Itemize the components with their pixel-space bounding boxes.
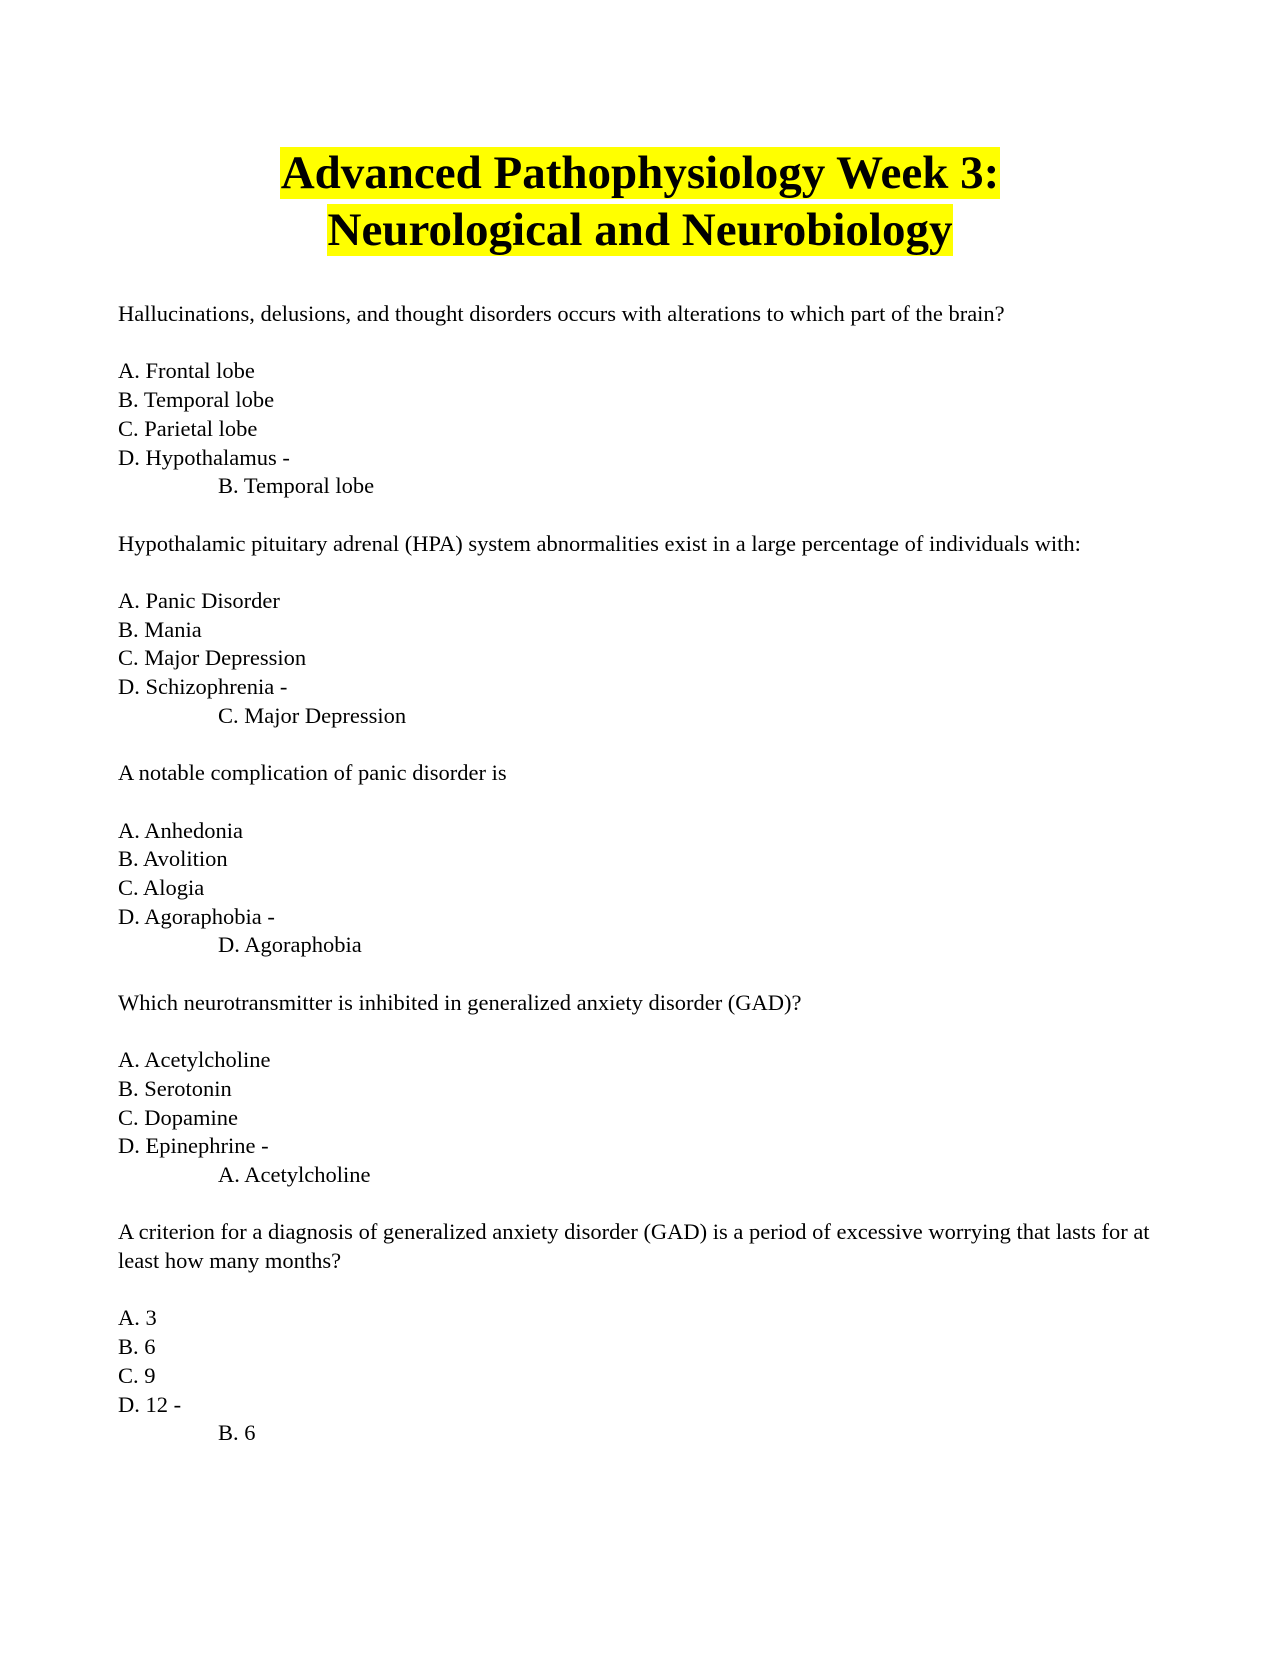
answer-text: B. Temporal lobe — [218, 473, 375, 499]
option-c: C. Alogia — [118, 874, 205, 900]
option-list — [118, 1046, 1168, 1161]
option-d: D. Hypothalamus - — [118, 444, 290, 470]
question-text: Hypothalamic pituitary adrenal (HPA) system abnormalities exist in a large percentage of individuals with: — [118, 530, 1081, 556]
option-list — [118, 817, 1168, 932]
option-a: A. Frontal lobe — [118, 358, 255, 384]
option-b: B. Serotonin — [118, 1075, 232, 1101]
option-c: C. Dopamine — [118, 1104, 238, 1130]
option-c: C. 9 — [118, 1362, 156, 1388]
answer-text: D. Agoraphobia — [218, 932, 362, 958]
option-d: D. 12 - — [118, 1391, 182, 1417]
answer-text: A. Acetylcholine — [218, 1161, 371, 1187]
question-text: A criterion for a diagnosis of generalized anxiety disorder (GAD) is a period of excessive worrying that lasts for at least how many months? — [118, 1219, 1150, 1274]
option-b: B. 6 — [118, 1334, 156, 1360]
question-block — [118, 989, 1168, 1190]
question-block — [118, 759, 1168, 960]
option-b: B. Mania — [118, 616, 202, 642]
question-text: Which neurotransmitter is inhibited in generalized anxiety disorder (GAD)? — [118, 989, 802, 1015]
question-text: A notable complication of panic disorder is — [118, 760, 507, 786]
question-text: Hallucinations, delusions, and thought disorders occurs with alterations to which part of the brain? — [118, 301, 1005, 326]
answer-text: B. 6 — [218, 1420, 256, 1446]
option-a: A. Panic Disorder — [118, 587, 280, 613]
option-b: B. Temporal lobe — [118, 387, 275, 413]
option-a: A. 3 — [118, 1305, 157, 1331]
option-b: B. Avolition — [118, 846, 228, 872]
question-block — [118, 300, 1168, 501]
option-d: D. Epinephrine - — [118, 1133, 269, 1159]
option-list — [118, 1304, 1168, 1419]
title-line-1: Advanced Pathophysiology Week 3: — [280, 147, 1000, 199]
answer-text: C. Major Depression — [218, 702, 407, 728]
option-c: C. Parietal lobe — [118, 415, 258, 441]
option-list — [118, 587, 1168, 702]
option-d: D. Agoraphobia - — [118, 903, 275, 929]
option-list — [118, 357, 1168, 472]
option-c: C. Major Depression — [118, 645, 307, 671]
question-block — [118, 1218, 1168, 1448]
document-title — [0, 145, 1280, 259]
title-line-2: Neurological and Neurobiology — [327, 204, 953, 256]
option-d: D. Schizophrenia - — [118, 674, 288, 700]
option-a: A. Acetylcholine — [118, 1047, 271, 1073]
question-block — [118, 530, 1168, 731]
question-list — [118, 300, 1168, 1477]
option-a: A. Anhedonia — [118, 817, 243, 843]
